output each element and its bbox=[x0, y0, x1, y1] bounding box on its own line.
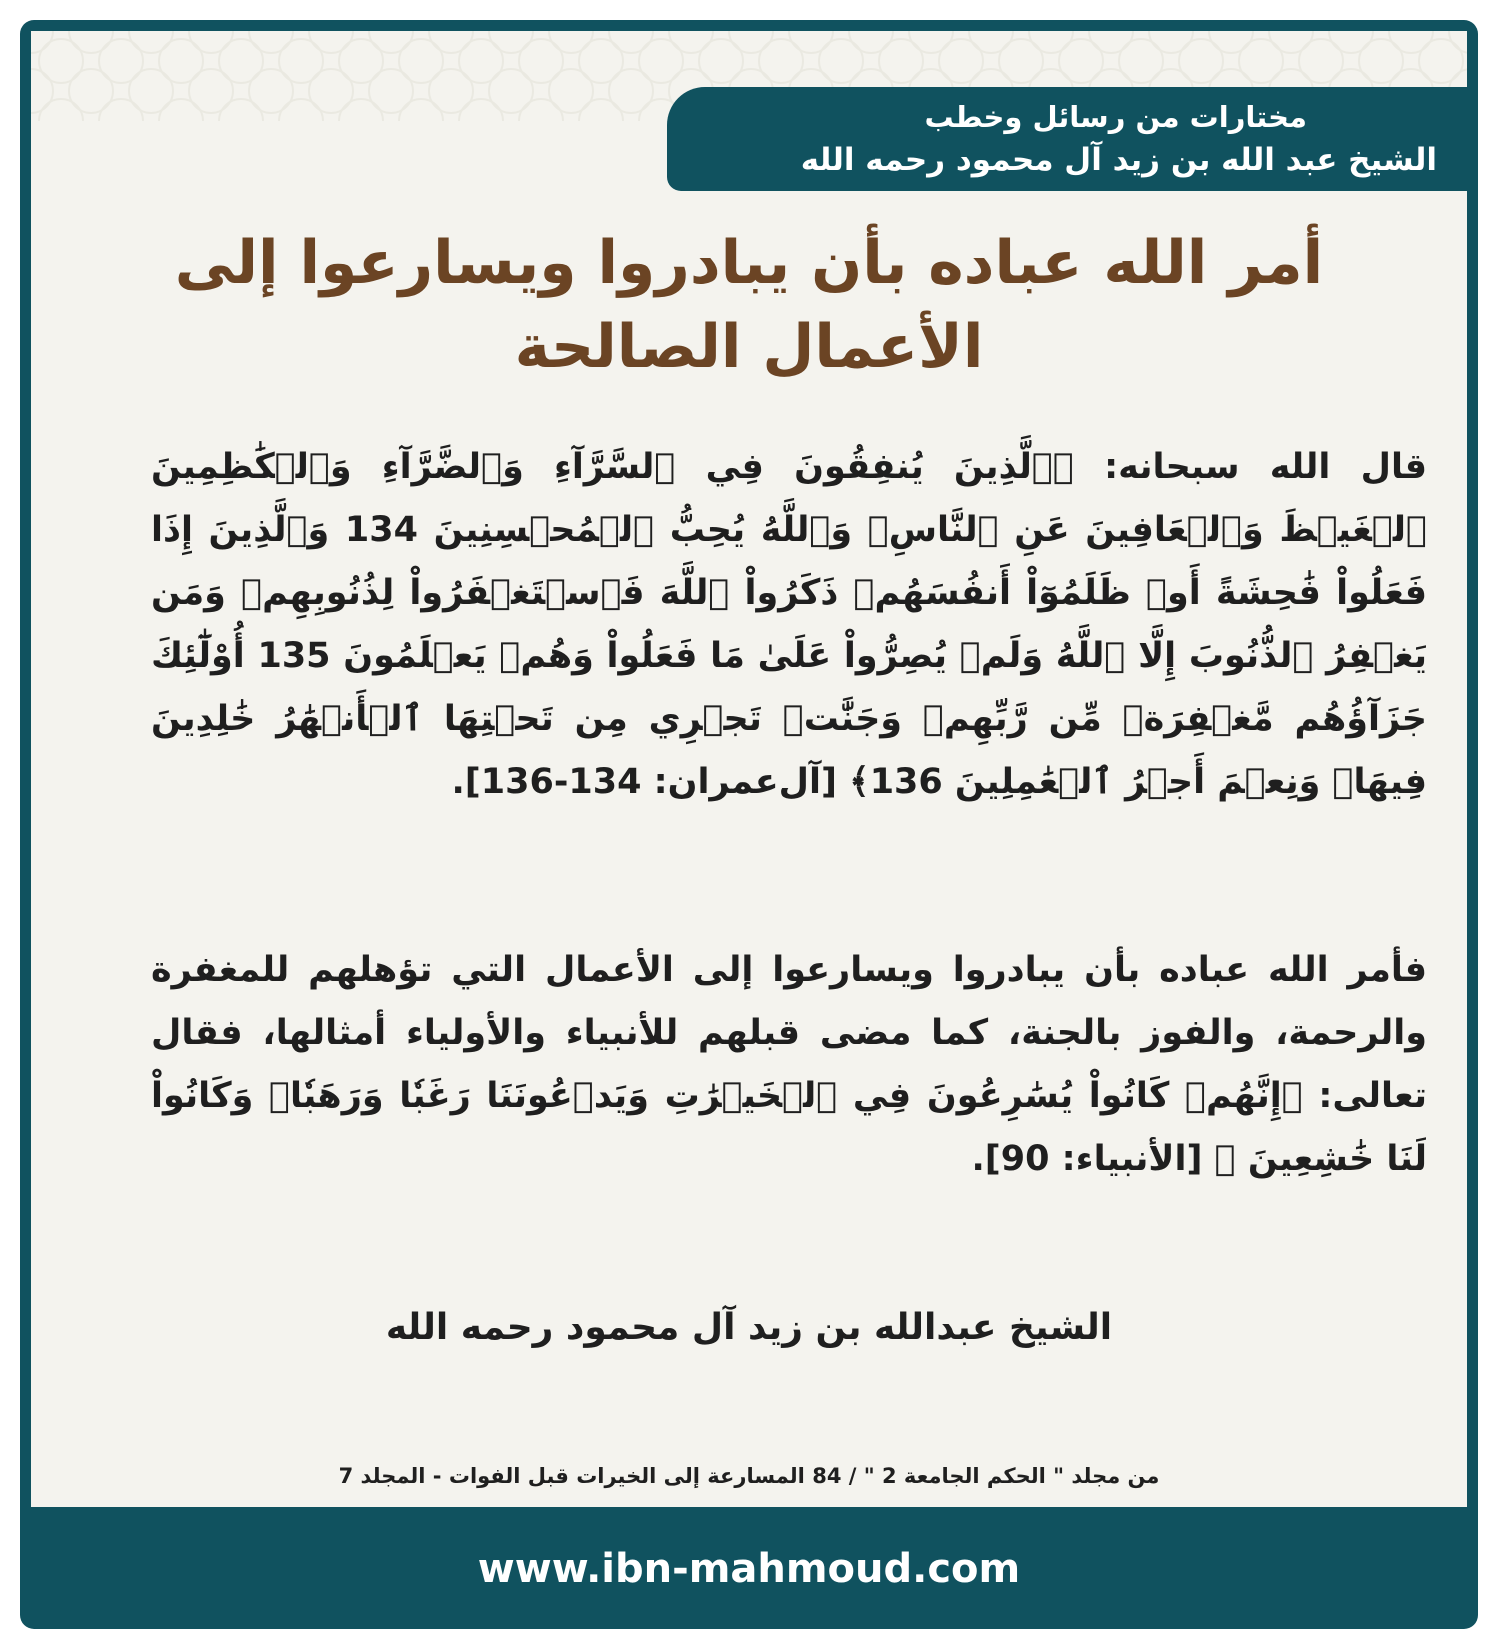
paragraph-quran-al-imran: قال الله سبحانه: ﴿ٱلَّذِينَ يُنفِقُونَ فِي ٱلسَّرَّآءِ وَٱلضَّرَّآءِ وَٱلۡكَٰظِمِينَ ٱلۡغَيۡظَ وَٱلۡعَافِينَ عَنِ ٱلنَّاسِۗ وَٱللَّهُ يُحِبُّ ٱلۡمُحۡسِنِينَ 134 وَٱلَّذِينَ إِذَا فَعَلُواْ فَٰحِشَةً أَوۡ ظَلَمُوٓاْ أَنفُسَهُمۡ ذَكَرُواْ ٱللَّهَ فَٱسۡتَغۡفَرُواْ لِذُنُوبِهِمۡ وَمَن يَغۡفِرُ ٱلذُّنُوبَ إِلَّا ٱللَّهُ وَلَمۡ يُصِرُّواْ عَلَىٰ مَا فَعَلُواْ وَهُمۡ يَعۡلَمُونَ 135 أُوْلَٰٓئِكَ جَزَآؤُهُم مَّغۡفِرَةٞ مِّن رَّبِّهِمۡ وَجَنَّٰتٞ تَجۡرِي مِن تَحۡتِهَا ٱلۡأَنۡهَٰرُ خَٰلِدِينَ فِيهَاۚ وَنِعۡمَ أَجۡرُ ٱلۡعَٰمِلِينَ 136﴾ [آل‌عمران: 134-136]. bbox=[151, 447, 1428, 802]
website-link[interactable]: www.ibn-mahmoud.com bbox=[477, 1546, 1021, 1592]
header-banner bbox=[667, 87, 1467, 191]
paragraph-commentary: فأمر الله عباده بأن يبادروا ويسارعوا إلى الأعمال التي تؤهلهم للمغفرة والرحمة، والفوز بالجنة، كما مضى قبلهم للأنبياء والأولياء أمثالها، فقال تعالى: ﴿إِنَّهُمۡ كَانُواْ يُسَٰرِعُونَ فِي ٱلۡخَيۡرَٰتِ وَيَدۡعُونَنَا رَغَبٗا وَرَهَبٗاۖ وَكَانُواْ لَنَا خَٰشِعِينَ ﴾ [الأنبياء: 90]. bbox=[151, 950, 1427, 1179]
author-name: الشيخ عبدالله بن زيد آل محمود رحمه الله bbox=[385, 1307, 1113, 1348]
content-card bbox=[31, 31, 1467, 1507]
header-line-2: الشيخ عبد الله بن زيد آل محمود رحمه الله bbox=[800, 142, 1437, 178]
source-reference: من مجلد " الحكم الجامعة 2 " / 84 المسارعة إلى الخيرات قبل الفوات - المجلد 7 bbox=[338, 1464, 1160, 1488]
page-title: أمر الله عباده بأن يبادروا ويسارعوا إلى الأعمال الصالحة bbox=[174, 228, 1324, 382]
header-line-1: مختارات من رسائل وخطب bbox=[924, 100, 1307, 134]
